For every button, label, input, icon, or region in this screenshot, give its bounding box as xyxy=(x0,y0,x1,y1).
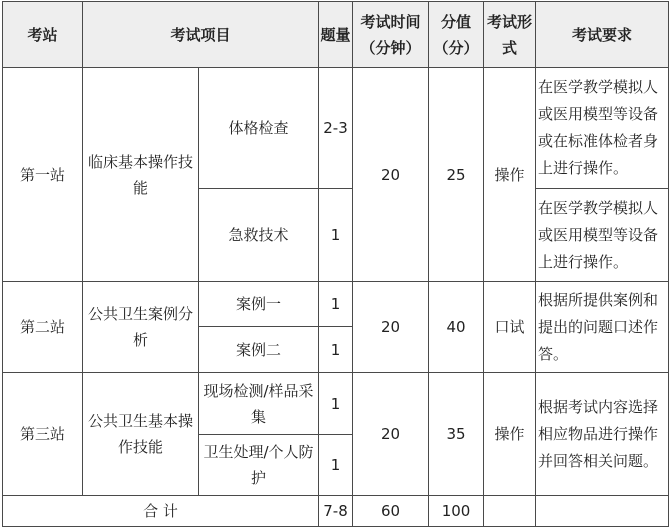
header-score: 分值（分） xyxy=(429,2,484,68)
table-row xyxy=(3,68,669,189)
sub-item-name: 现场检测/样品采集 xyxy=(199,373,319,435)
total-count: 7-8 xyxy=(319,496,353,527)
station-item: 公共卫生基本操作技能 xyxy=(83,373,199,496)
table-row xyxy=(3,282,669,327)
table-row xyxy=(3,373,669,435)
station-item: 公共卫生案例分析 xyxy=(83,282,199,373)
station-score: 40 xyxy=(429,282,484,373)
sub-item-count: 1 xyxy=(319,373,353,435)
header-row xyxy=(3,2,669,68)
sub-item-name: 急救技术 xyxy=(199,189,319,282)
header-station: 考站 xyxy=(3,2,83,68)
sub-item-count: 1 xyxy=(319,282,353,327)
station-score: 35 xyxy=(429,373,484,496)
station-name: 第二站 xyxy=(3,282,83,373)
station-time: 20 xyxy=(353,68,429,282)
sub-item-count: 2-3 xyxy=(319,68,353,189)
total-label: 合 计 xyxy=(3,496,319,527)
requirement-text: 根据考试内容选择相应物品进行操作并回答相关问题。 xyxy=(536,373,669,496)
sub-item-name: 案例一 xyxy=(199,282,319,327)
station-name: 第三站 xyxy=(3,373,83,496)
header-requirement: 考试要求 xyxy=(536,2,669,68)
header-form: 考试形式 xyxy=(484,2,536,68)
total-time: 60 xyxy=(353,496,429,527)
station-score: 25 xyxy=(429,68,484,282)
requirement-text: 根据所提供案例和提出的问题口述作答。 xyxy=(536,282,669,373)
station-name: 第一站 xyxy=(3,68,83,282)
requirement-text: 在医学教学模拟人或医用模型等设备或在标准体检者身上进行操作。 xyxy=(536,68,669,189)
total-row xyxy=(3,496,669,527)
station-form: 口试 xyxy=(484,282,536,373)
sub-item-count: 1 xyxy=(319,327,353,373)
station-form: 操作 xyxy=(484,373,536,496)
station-time: 20 xyxy=(353,282,429,373)
station-item: 临床基本操作技能 xyxy=(83,68,199,282)
total-form xyxy=(484,496,536,527)
header-time: 考试时间（分钟） xyxy=(353,2,429,68)
sub-item-name: 体格检查 xyxy=(199,68,319,189)
sub-item-count: 1 xyxy=(319,189,353,282)
header-item: 考试项目 xyxy=(83,2,319,68)
sub-item-name: 案例二 xyxy=(199,327,319,373)
header-count: 题量 xyxy=(319,2,353,68)
station-time: 20 xyxy=(353,373,429,496)
station-form: 操作 xyxy=(484,68,536,282)
sub-item-count: 1 xyxy=(319,435,353,496)
exam-schedule-table xyxy=(2,1,669,527)
total-score: 100 xyxy=(429,496,484,527)
sub-item-name: 卫生处理/个人防护 xyxy=(199,435,319,496)
requirement-text: 在医学教学模拟人或医用模型等设备上进行操作。 xyxy=(536,189,669,282)
total-requirement xyxy=(536,496,669,527)
